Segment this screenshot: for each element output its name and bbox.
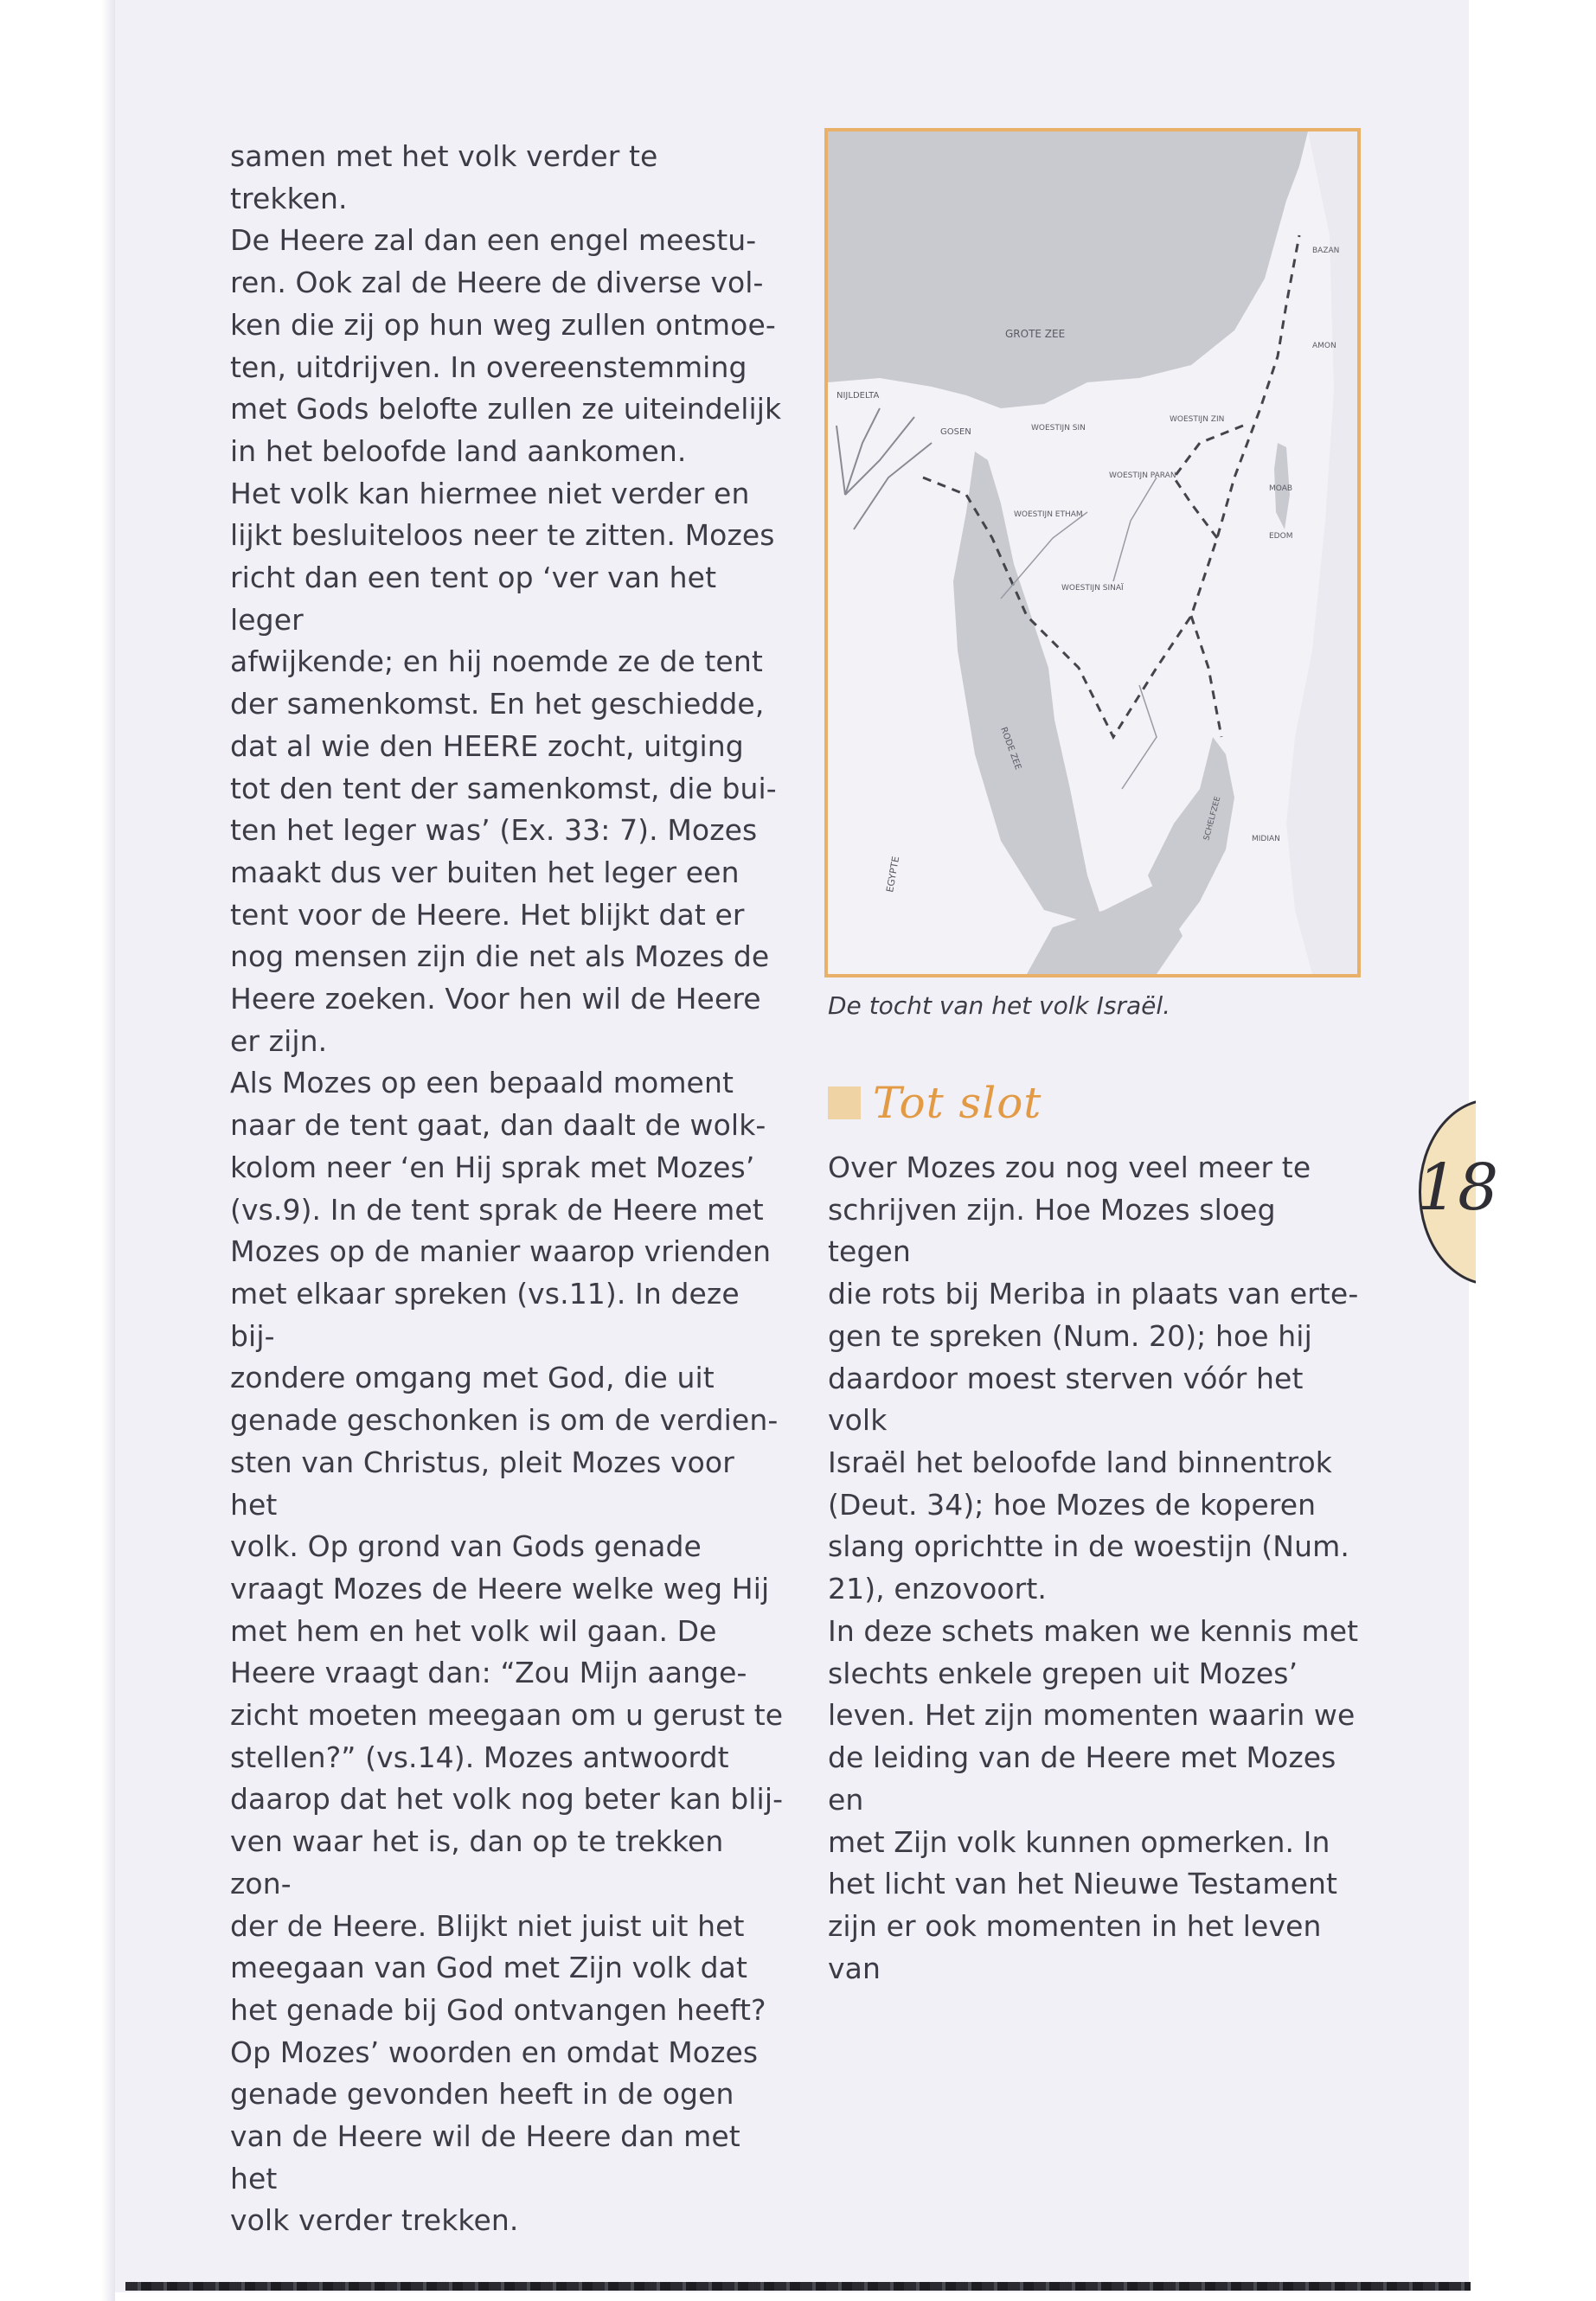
text-line: met Gods belofte zullen ze uiteindelijk — [230, 392, 782, 426]
text-line: (Deut. 34); hoe Mozes de koperen — [828, 1487, 1317, 1522]
map-label-grote-zee: GROTE ZEE — [1005, 328, 1066, 340]
text-line: Als Mozes op een bepaald moment — [230, 1066, 734, 1100]
text-line: ten het leger was’ (Ex. 33: 7). Mozes — [230, 813, 758, 848]
text-line: in het beloofde land aankomen. — [230, 433, 687, 468]
text-line: het genade bij God ontvangen heeft? — [230, 1992, 766, 2027]
text-line: De Heere zal dan een engel meestu- — [230, 223, 757, 258]
section-heading — [828, 1077, 1042, 1129]
text-line: Het volk kan hiermee niet verder en — [230, 476, 750, 510]
text-line: Israël het beloofde land binnentrok — [828, 1445, 1332, 1479]
bottom-edge-strip — [125, 2282, 1471, 2291]
text-line: 21), enzovoort. — [828, 1572, 1047, 1606]
text-line: Heere vraagt dan: “Zou Mijn aange- — [230, 1656, 747, 1690]
text-line: dat al wie den HEERE zocht, uitging — [230, 728, 744, 763]
text-line: maakt dus ver buiten het leger een — [230, 855, 740, 889]
text-line: volk verder trekken. — [230, 2203, 519, 2238]
map-label-nijldelta: NIJLDELTA — [836, 391, 880, 401]
text-line: (vs.9). In de tent sprak de Heere met — [230, 1192, 764, 1227]
map-label-woestijn-paran: WOESTIJN PARAN — [1109, 471, 1176, 480]
map-label-amon: AMON — [1312, 342, 1336, 350]
text-line: genade geschonken is om de verdien- — [230, 1403, 779, 1438]
heading-square-icon — [828, 1086, 861, 1119]
text-line: lijkt besluiteloos neer te zitten. Mozes — [230, 518, 775, 553]
text-line: genade gevonden heeft in de ogen — [230, 2077, 734, 2112]
text-line: gen te spreken (Num. 20); hoe hij — [828, 1318, 1312, 1353]
text-line: met Zijn volk kunnen opmerken. In — [828, 1824, 1330, 1859]
map-label-bazan: BAZAN — [1312, 247, 1340, 255]
text-line: daarop dat het volk nog beter kan blij- — [230, 1782, 784, 1817]
map-label-schelfzee: SCHELFZEE — [1202, 795, 1223, 842]
map-figure — [824, 128, 1361, 977]
text-line: ven waar het is, dan op te trekken zon- — [230, 1824, 724, 1900]
text-line: ken die zij op hun weg zullen ontmoe- — [230, 307, 776, 342]
text-line: zijn er ook momenten in het leven van — [828, 1908, 1322, 1985]
text-line: stellen?” (vs.14). Mozes antwoordt — [230, 1740, 729, 1774]
map-label-woestijn-etham: WOESTIJN ETHAM — [1014, 510, 1083, 519]
map-label-woestijn-sin: WOESTIJN SIN — [1031, 424, 1086, 433]
text-line: In deze schets maken we kennis met — [828, 1614, 1359, 1648]
text-line: de leiding van de Heere met Mozes en — [828, 1740, 1336, 1817]
text-line: met elkaar spreken (vs.11). In deze bij- — [230, 1276, 740, 1353]
text-line: Mozes op de manier waarop vrienden — [230, 1234, 772, 1269]
exodus-route-map — [828, 131, 1357, 974]
text-line: met hem en het volk wil gaan. De — [230, 1613, 717, 1648]
text-line: slang oprichtte in de woestijn (Num. — [828, 1529, 1349, 1564]
text-line: kolom neer ‘en Hij sprak met Mozes’ — [230, 1150, 755, 1184]
left-text-column — [230, 136, 784, 2242]
right-text-column-2 — [828, 1611, 1364, 1990]
text-line: Over Mozes zou nog veel meer te — [828, 1150, 1311, 1184]
text-line: van de Heere wil de Heere dan met het — [230, 2119, 740, 2195]
text-line: samen met het volk verder te trekken. — [230, 139, 658, 215]
map-label-edom: EDOM — [1269, 532, 1293, 541]
page-number: 18 — [1417, 1150, 1499, 1225]
text-line: tot den tent der samenkomst, die bui- — [230, 771, 777, 805]
text-line: ten, uitdrijven. In overeenstemming — [230, 349, 747, 384]
text-line: sten van Christus, pleit Mozes voor het — [230, 1445, 734, 1522]
text-line: Heere zoeken. Voor hen wil de Heere — [230, 982, 761, 1016]
text-line: vraagt Mozes de Heere welke weg Hij — [230, 1571, 770, 1606]
map-label-woestijn-sinai: WOESTIJN SINAÏ — [1061, 584, 1124, 593]
page-edge-shadow — [102, 0, 115, 2301]
map-label-midian: MIDIAN — [1252, 835, 1280, 843]
map-label-rode-zee: RODE ZEE — [998, 726, 1023, 772]
text-line: der samenkomst. En het geschiedde, — [230, 687, 765, 721]
text-line: daardoor moest sterven vóór het volk — [828, 1361, 1304, 1438]
text-line: ren. Ook zal de Heere de diverse vol- — [230, 266, 764, 300]
map-caption: De tocht van het volk Israël. — [828, 991, 1171, 1020]
text-line: leven. Het zijn momenten waarin we — [828, 1698, 1356, 1733]
text-line: er zijn. — [230, 1023, 328, 1058]
text-line: schrijven zijn. Hoe Mozes sloeg tegen — [828, 1192, 1276, 1269]
text-line: slechts enkele grepen uit Mozes’ — [828, 1656, 1298, 1690]
text-line: Op Mozes’ woorden en omdat Mozes — [230, 2035, 759, 2069]
section-title: Tot slot — [873, 1078, 1042, 1128]
text-line: zicht moeten meegaan om u gerust te — [230, 1698, 784, 1733]
text-line: nog mensen zijn die net als Mozes de — [230, 939, 770, 974]
text-line: meegaan van God met Zijn volk dat — [230, 1951, 748, 1985]
text-line: zondere omgang met God, die uit — [230, 1361, 715, 1395]
text-line: der de Heere. Blijkt niet juist uit het — [230, 1908, 745, 1943]
text-line: naar de tent gaat, dan daalt de wolk- — [230, 1108, 766, 1143]
text-line: afwijkende; en hij noemde ze de tent — [230, 644, 763, 679]
text-line: volk. Op grond van Gods genade — [230, 1529, 702, 1564]
text-line: die rots bij Meriba in plaats van erte- — [828, 1277, 1359, 1311]
text-line: tent voor de Heere. Het blijkt dat er — [230, 897, 745, 932]
right-text-column-1 — [828, 1147, 1364, 1611]
map-label-moab: MOAB — [1269, 484, 1293, 493]
map-label-egypte: EGYPTE — [884, 855, 902, 894]
text-line: richt dan een tent op ‘ver van het leger — [230, 561, 717, 637]
map-label-woestijn-zin: WOESTIJN ZIN — [1170, 415, 1225, 424]
text-line: het licht van het Nieuwe Testament — [828, 1867, 1338, 1901]
map-label-gosen: GOSEN — [940, 427, 971, 437]
